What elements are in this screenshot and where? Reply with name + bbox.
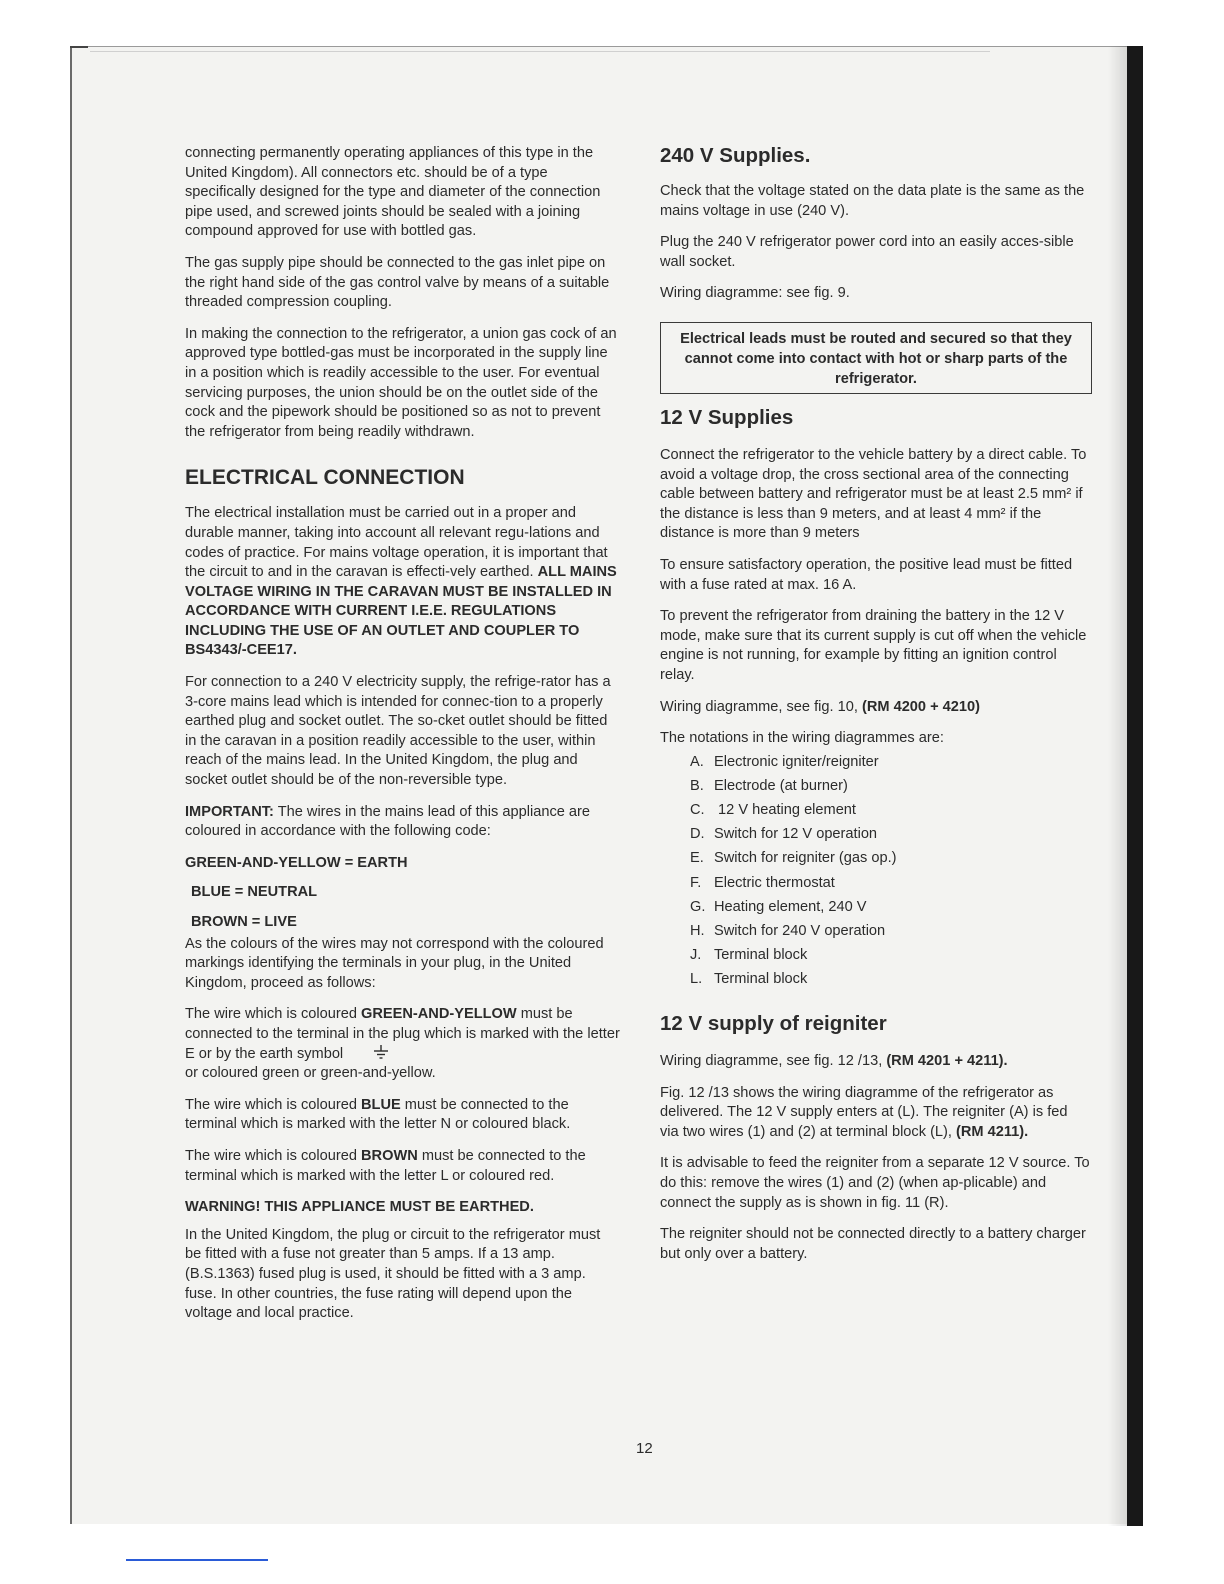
list-item bbox=[690, 849, 1090, 869]
paragraph: Check that the voltage stated on the data plate is the same as the mains voltage in use (240 V). bbox=[660, 183, 1085, 219]
paragraph: In the United Kingdom, the plug or circuit to the refrigerator must be fitted with a fuse not greater than 5 amps. If a 13 amp.(B.S.1363) fused plug is used, it should be fitted with a 3 amp. fuse. In other countries, the fuse rating will depend upon the voltage and local practice. bbox=[185, 1226, 601, 1322]
paragraph-wiring-fig12 bbox=[660, 1052, 1090, 1072]
list-item bbox=[690, 825, 1090, 845]
list-text: Terminal block bbox=[714, 971, 808, 988]
section-heading-electrical-connection: ELECTRICAL CONNECTION bbox=[185, 466, 465, 490]
notation-list bbox=[660, 753, 1090, 990]
paragraph: Wiring diagramme: see fig. 9. bbox=[660, 285, 850, 302]
paragraph-brown bbox=[185, 1147, 620, 1186]
list-letter: L. bbox=[690, 971, 703, 988]
paragraph-green-yellow bbox=[185, 1005, 620, 1083]
paragraph: To prevent the refrigerator from draining the battery in the 12 V mode, make sure that its current supply is cut off when the vehicle engine is not running, for example by fitting an ignition control relay. bbox=[660, 608, 1087, 683]
list-text: Switch for reigniter (gas op.) bbox=[714, 850, 897, 867]
wire-code-earth: GREEN-AND-YELLOW = EARTH bbox=[185, 854, 408, 871]
text: Wiring diagramme, see fig. 10, bbox=[660, 698, 862, 715]
bold-text: ALL MAINS VOLTAGE WIRING IN THE CARAVAN MUST BE INSTALLED IN ACCORDANCE WITH CURRENT I.E.E. REGULATIONS INCLUDING THE USE OF AN OUTLET AND COUPLER TO BS4343/-CEE17. bbox=[185, 564, 617, 659]
paragraph: It is advisable to feed the reigniter from a separate 12 V source. To do this: remove the wires (1) and (2) (when ap-plicable) and connect the supply as is shown in fig. 11 (R). bbox=[660, 1155, 1090, 1211]
paragraph-wiring-fig10 bbox=[660, 698, 1090, 718]
text: Wiring diagramme, see fig. 12 /13, bbox=[660, 1052, 887, 1069]
list-item bbox=[690, 922, 1090, 942]
list-item bbox=[690, 970, 1090, 990]
list-letter: J. bbox=[690, 947, 702, 964]
list-item bbox=[690, 753, 1090, 773]
warning-heading: WARNING! THIS APPLIANCE MUST BE EARTHED. bbox=[185, 1199, 534, 1216]
text: or coloured green or green-and-yellow. bbox=[185, 1065, 436, 1082]
list-text: Electric thermostat bbox=[714, 874, 835, 891]
list-letter: E. bbox=[690, 850, 704, 867]
list-text: Electrode (at burner) bbox=[714, 777, 848, 794]
text: The wire which is coloured bbox=[185, 1006, 362, 1023]
bold-text: GREEN-AND-YELLOW bbox=[361, 1006, 517, 1023]
list-letter: A. bbox=[690, 753, 704, 770]
paragraph: As the colours of the wires may not correspond with the coloured markings identifying the terminals in your plug, in the United Kingdom, proceed as follows: bbox=[185, 935, 604, 991]
list-letter: H. bbox=[690, 923, 705, 939]
section-heading-12v: 12 V Supplies bbox=[660, 405, 794, 429]
left-corner-mark bbox=[70, 46, 88, 48]
wire-code-live: BROWN = LIVE bbox=[191, 914, 297, 930]
paragraph-installation bbox=[185, 504, 620, 661]
list-letter: G. bbox=[690, 898, 706, 915]
list-letter: B. bbox=[690, 777, 704, 794]
text: must be connected to the terminal which is marked with the letter L or coloured red. bbox=[185, 1147, 586, 1184]
section-heading-240v: 240 V Supplies. bbox=[660, 144, 811, 167]
bold-text: (RM 4211). bbox=[956, 1123, 1029, 1140]
text: The wire which is coloured bbox=[185, 1147, 362, 1164]
binding-edge bbox=[1127, 46, 1143, 1526]
text: must be connected to the terminal in the plug which is marked with the letter E or by the earth symbol bbox=[185, 1006, 620, 1062]
list-item bbox=[690, 874, 1090, 894]
list-item bbox=[690, 777, 1090, 797]
paragraph-fig12-description bbox=[660, 1084, 1090, 1143]
paragraph: In making the connection to the refrigerator, a union gas cock of an approved type bottled-gas must be incorporated in the supply line in a position which is readily accessible to the user. For eventual servicing purposes, the union should be on the outlet side of the cock and the pipework should be positioned so as not to prevent the refrigerator from being readily withdrawn. bbox=[185, 325, 617, 440]
binding-shadow bbox=[1108, 46, 1128, 1526]
right-column bbox=[660, 144, 1090, 1276]
bold-text: (RM 4200 + 4210) bbox=[861, 698, 981, 715]
list-text: Heating element, 240 V bbox=[714, 898, 867, 915]
list-text: Terminal block bbox=[714, 947, 808, 964]
bold-text: BLUE bbox=[361, 1096, 401, 1113]
important-label: IMPORTANT: bbox=[185, 803, 274, 820]
paragraph-blue bbox=[185, 1096, 620, 1135]
left-page-edge bbox=[70, 46, 72, 1524]
list-item bbox=[690, 898, 1090, 918]
paragraph: For connection to a 240 V electricity supply, the refrige-rator has a 3-core mains lead which is intended for connec-tion to a properly earthed plug and socket outlet. The so-cket outlet should be fitted in the caravan in a position readily accessible to the user, within reach of the mains lead. In the United Kingdom, the plug and socket outlet should be of the non-reversible type. bbox=[185, 674, 611, 789]
bold-text: (RM 4201 + 4211). bbox=[886, 1052, 1008, 1069]
list-letter: D. bbox=[690, 826, 705, 843]
list-text: Electronic igniter/reigniter bbox=[714, 753, 879, 770]
paragraph: To ensure satisfactory operation, the positive lead must be fitted with a fuse rated at max. 16 A. bbox=[660, 556, 1073, 593]
text: The electrical installation must be carried out in a proper and durable manner, taking into account all relevant regu-lations and codes of practice. For mains voltage operation, it is important that the circuit to and in the caravan is effecti-vely earthed. bbox=[185, 505, 608, 581]
paragraph: The gas supply pipe should be connected to the gas inlet pipe on the right hand side of the gas control valve by means of a suitable threaded compression coupling. bbox=[185, 254, 610, 311]
top-rule-secondary bbox=[90, 51, 990, 52]
page-number: 12 bbox=[636, 1440, 653, 1457]
paragraph: The reigniter should not be connected directly to a battery charger but only over a battery. bbox=[660, 1226, 1086, 1262]
list-text: Switch for 12 V operation bbox=[714, 826, 878, 843]
list-text: 12 V heating element bbox=[714, 802, 856, 819]
wire-code-neutral: BLUE = NEUTRAL bbox=[191, 884, 318, 901]
paragraph: Connect the refrigerator to the vehicle battery by a direct cable. To avoid a voltage drop, the cross sectional area of the connecting cable between battery and refrigerator must be at least 2.5 mm² if the distance is less than 9 meters, and at least 4 mm² if the distance is more than 9 meters bbox=[660, 446, 1087, 542]
bottom-scan-mark bbox=[126, 1559, 268, 1561]
caution-box: Electrical leads must be routed and secured so that they cannot come into contact with hot or sharp parts of the refrigerator. bbox=[660, 322, 1092, 394]
paragraph: Plug the 240 V refrigerator power cord into an easily acces-sible wall socket. bbox=[660, 234, 1074, 270]
list-letter: F. bbox=[690, 874, 702, 891]
top-rule bbox=[70, 46, 1130, 47]
left-column bbox=[185, 144, 620, 1336]
paragraph-important bbox=[185, 803, 620, 842]
text: must be connected to the terminal which is marked with the letter N or coloured black. bbox=[185, 1096, 571, 1133]
text: The wire which is coloured bbox=[185, 1096, 362, 1113]
earth-symbol-icon bbox=[373, 1045, 389, 1059]
text: The wires in the mains lead of this appliance are coloured in accordance with the following code: bbox=[185, 803, 591, 840]
text: Fig. 12 /13 shows the wiring diagramme of the refrigerator as delivered. The 12 V supply enters at (L). The reigniter (A) is fed via two wires (1) and (2) at terminal block (L), bbox=[660, 1084, 1068, 1140]
list-letter: C. bbox=[690, 802, 705, 819]
list-item bbox=[690, 946, 1090, 966]
list-item bbox=[690, 801, 1090, 821]
paragraph: The notations in the wiring diagrammes are: bbox=[660, 730, 944, 747]
list-text: Switch for 240 V operation bbox=[714, 923, 886, 939]
paragraph: connecting permanently operating appliances of this type in the United Kingdom). All connectors etc. should be of a type specifically designed for the type and diameter of the connection pipe used, and screwed joints should be sealed with a joining compound approved for use with bottled gas. bbox=[185, 145, 601, 240]
bold-text: BROWN bbox=[361, 1147, 418, 1164]
section-heading-reigniter: 12 V supply of reigniter bbox=[660, 1011, 887, 1035]
